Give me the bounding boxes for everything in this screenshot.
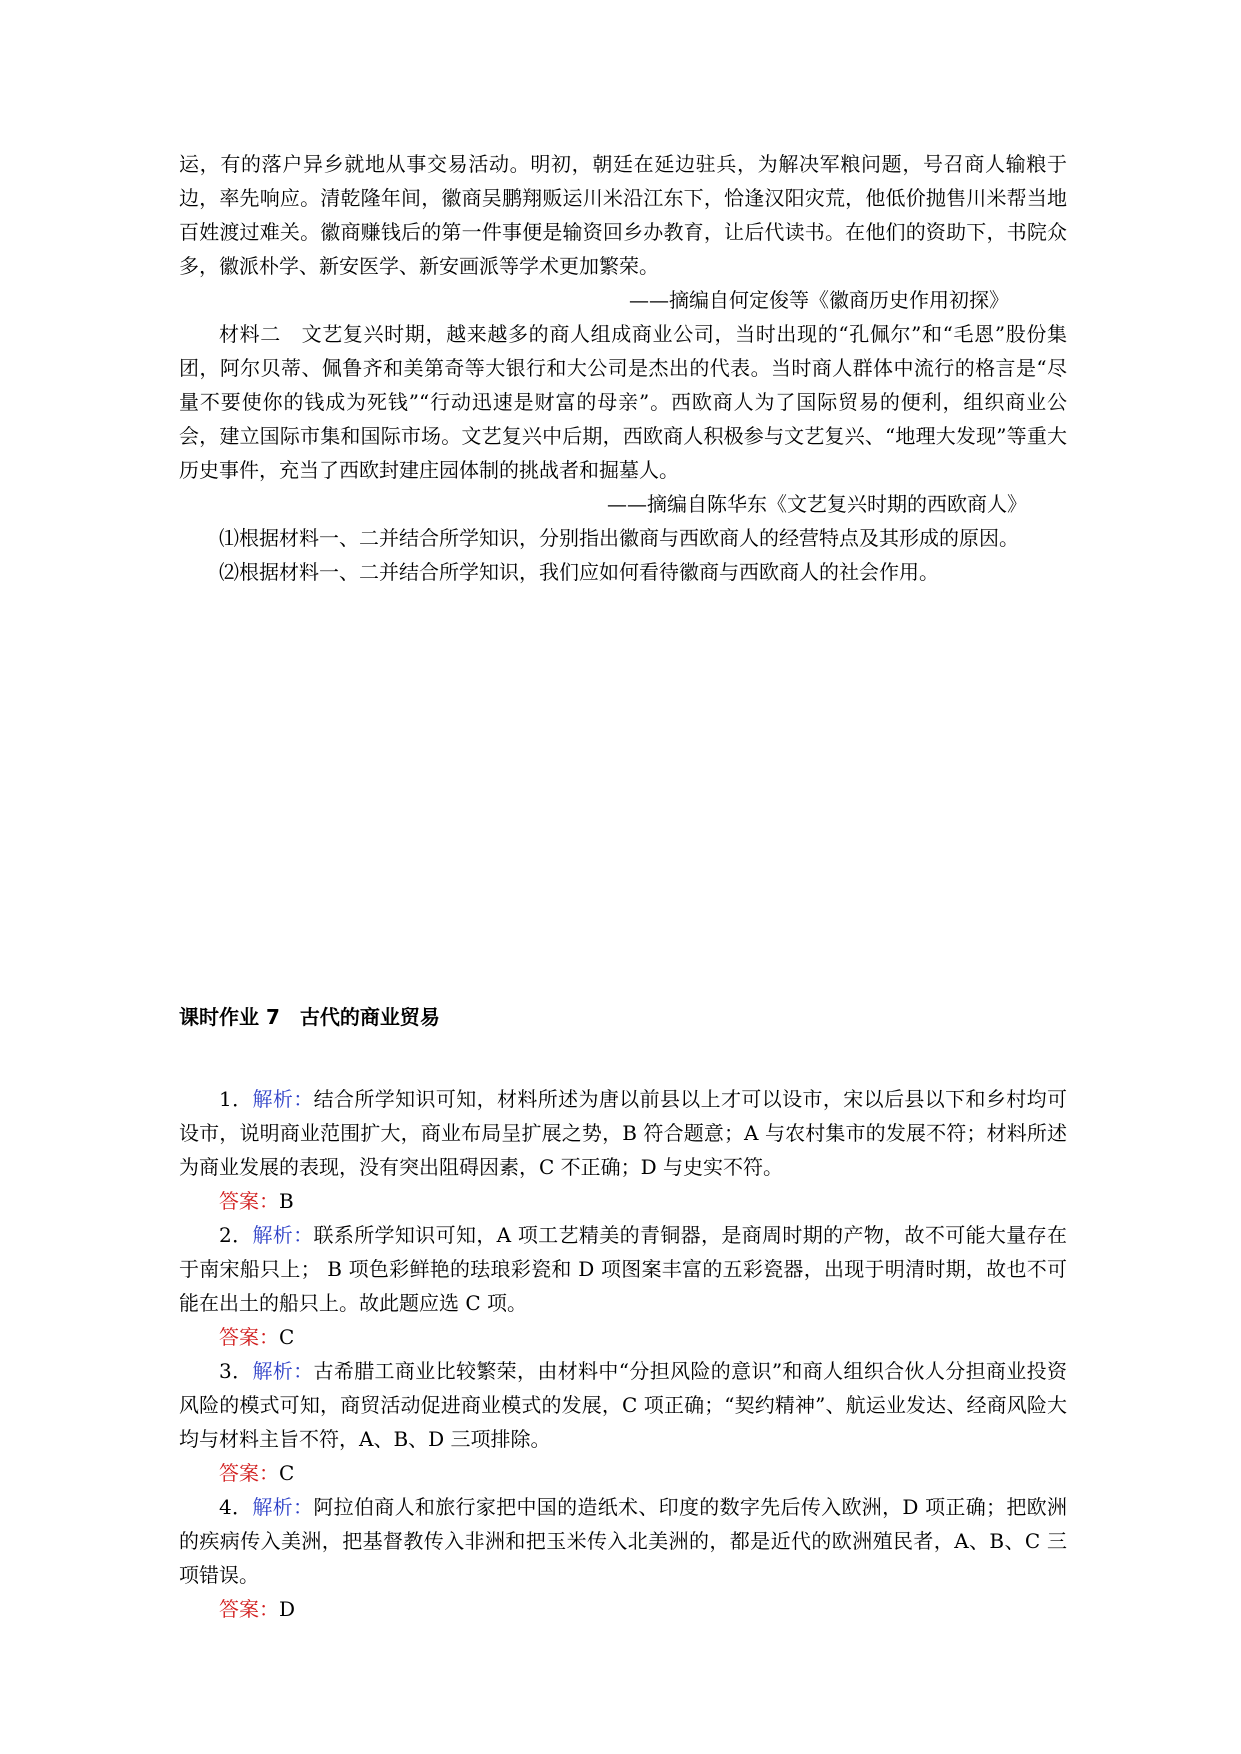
answer-number: 1． (219, 1087, 253, 1111)
material2-source: ——摘编自陈华东《文艺复兴时期的西欧商人》 (607, 492, 1027, 516)
answer-item-3-answer (179, 1456, 1067, 1490)
answer-value: C (279, 1325, 295, 1349)
analysis-label: 解析： (252, 1495, 314, 1519)
answer-label: 答案： (219, 1597, 279, 1621)
answer-item-4-answer (179, 1592, 1067, 1626)
question-2: ⑵根据材料一、二并结合所学知识，我们应如何看待徽商与西欧商人的社会作用。 (219, 560, 939, 584)
question-1: ⑴根据材料一、二并结合所学知识，分别指出徽商与西欧商人的经营特点及其形成的原因。 (219, 526, 1019, 550)
answer-item-4-analysis (179, 1490, 1067, 1592)
materials-section (179, 147, 1067, 589)
analysis-text: 古希腊工商业比较繁荣，由材料中“分担风险的意识”和商人组织合伙人分担商业投资风险的模式可知，商贸活动促进商业模式的发展，C 项正确；“契约精神”、航运业发达、经商风险大均与材料主旨不符，A、B、D 三项排除。 (179, 1359, 1067, 1451)
answer-value: B (279, 1189, 294, 1213)
answer-value: C (279, 1461, 295, 1485)
answer-label: 答案： (219, 1461, 279, 1485)
analysis-label: 解析： (252, 1359, 314, 1383)
answer-item-3-analysis (179, 1354, 1067, 1456)
analysis-label: 解析： (252, 1223, 314, 1247)
analysis-text: 联系所学知识可知，A 项工艺精美的青铜器，是商周时期的产物，故不可能大量存在于南宋船只上； B 项色彩鲜艳的珐琅彩瓷和 D 项图案丰富的五彩瓷器，出现于明清时期，故也不可能在出土的船只上。故此题应选 C 项。 (179, 1223, 1067, 1315)
analysis-text: 结合所学知识可知，材料所述为唐以前县以上才可以设市，宋以后县以下和乡村均可设市，说明商业范围扩大，商业布局呈扩展之势，B 符合题意；A 与农村集市的发展不符；材料所述为商业发展的表现，没有突出阻碍因素，C 不正确；D 与史实不符。 (179, 1087, 1068, 1179)
answer-number: 2． (219, 1223, 253, 1247)
answer-number: 3． (219, 1359, 253, 1383)
section-title: 课时作业 7 古代的商业贸易 (179, 1005, 440, 1029)
answer-item-2-answer (179, 1320, 1067, 1354)
answer-item-1-answer (179, 1184, 1067, 1218)
answer-item-2-analysis (179, 1218, 1067, 1320)
answer-item-1-analysis (179, 1082, 1067, 1184)
answers-section (179, 1082, 1067, 1626)
answer-number: 4． (219, 1495, 253, 1519)
answer-value: D (279, 1597, 296, 1621)
analysis-text: 阿拉伯商人和旅行家把中国的造纸术、印度的数字先后传入欧洲，D 项正确；把欧洲的疾病传入美洲，把基督教传入非洲和把玉米传入北美洲的，都是近代的欧洲殖民者，A、B、C 三项错误。 (179, 1495, 1067, 1587)
material1-tail-text: 运，有的落户异乡就地从事交易活动。明初，朝廷在延边驻兵，为解决军粮问题，号召商人输粮于边，率先响应。清乾隆年间，徽商吴鹏翔贩运川米沿江东下，恰逢汉阳灾荒，他低价抛售川米帮当地百姓渡过难关。徽商赚钱后的第一件事便是输资回乡办教育，让后代读书。在他们的资助下，书院众多，徽派朴学、新安医学、新安画派等学术更加繁荣。 (179, 152, 1067, 278)
answer-label: 答案： (219, 1325, 279, 1349)
answer-label: 答案： (219, 1189, 279, 1213)
material2-text: 材料二 文艺复兴时期，越来越多的商人组成商业公司，当时出现的“孔佩尔”和“毛恩”股份集团，阿尔贝蒂、佩鲁齐和美第奇等大银行和大公司是杰出的代表。当时商人群体中流行的格言是“尽量不要使你的钱成为死钱”“行动迅速是财富的母亲”。西欧商人为了国际贸易的便利，组织商业公会，建立国际市集和国际市场。文艺复兴中后期，西欧商人积极参与文艺复兴、“地理大发现”等重大历史事件，充当了西欧封建庄园体制的挑战者和掘墓人。 (179, 322, 1067, 482)
material1-source: ——摘编自何定俊等《徽商历史作用初探》 (629, 288, 1009, 312)
analysis-label: 解析： (252, 1087, 314, 1111)
